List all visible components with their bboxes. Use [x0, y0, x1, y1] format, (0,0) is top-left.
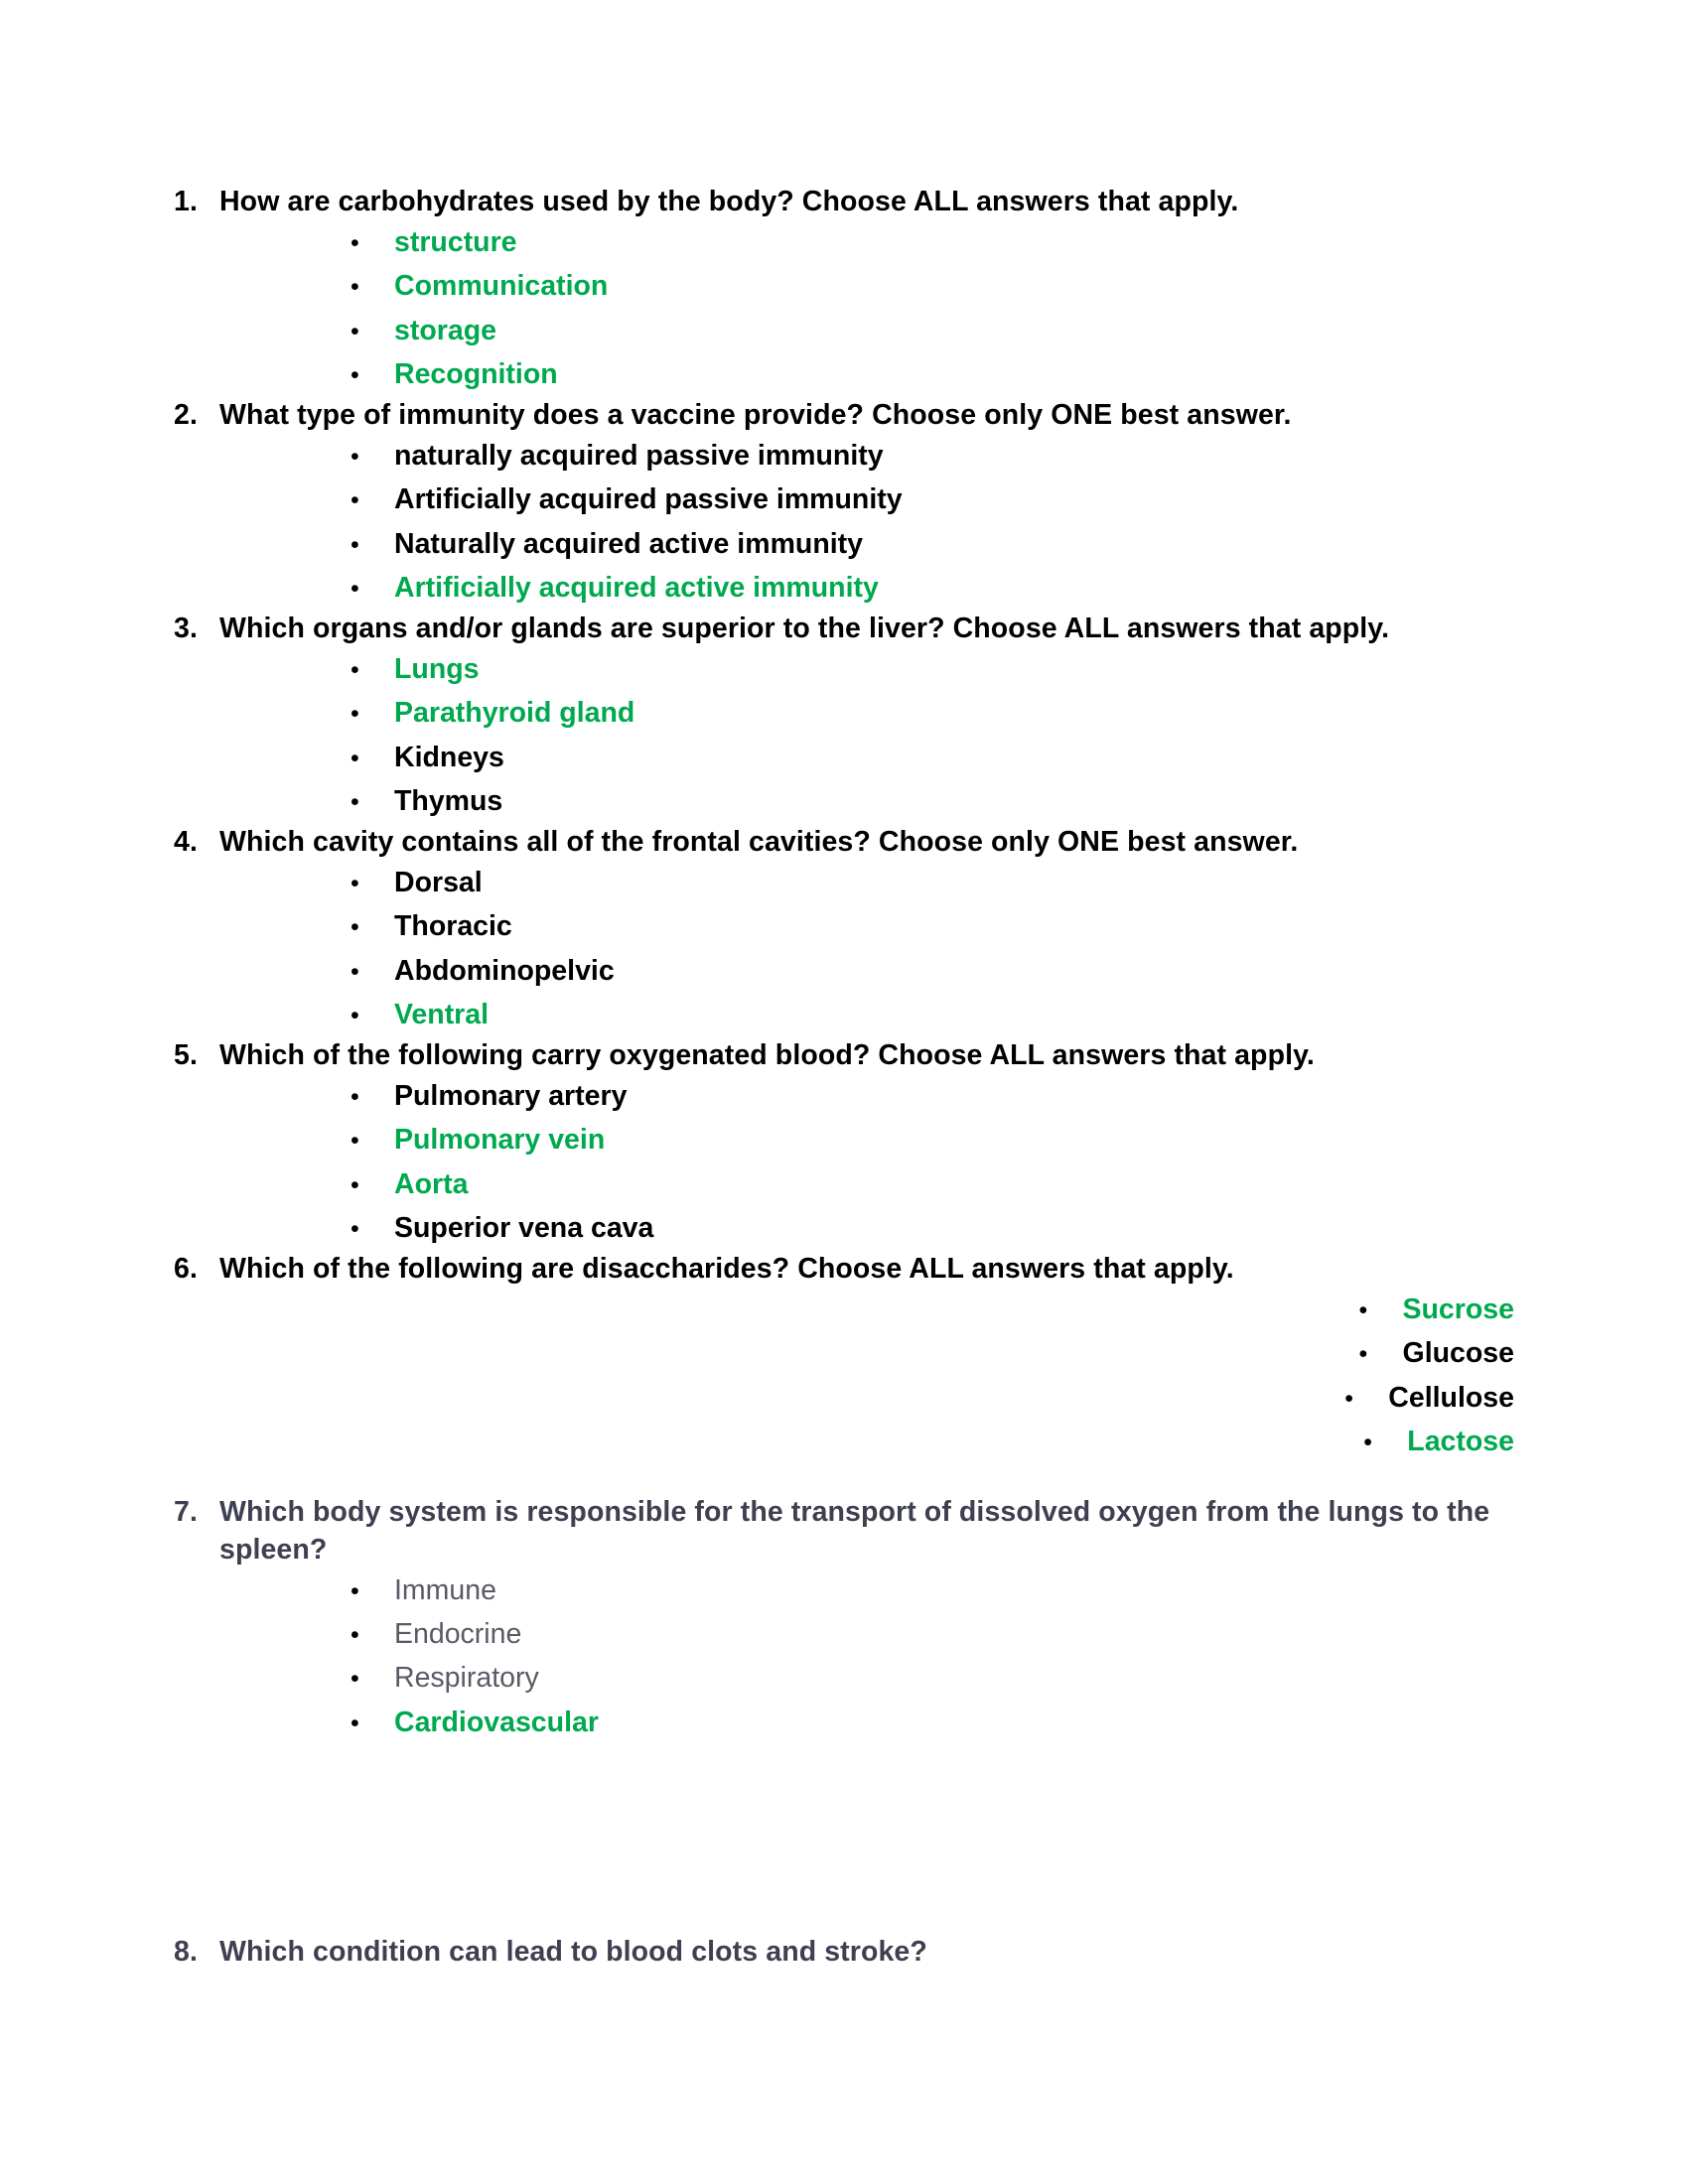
- spacer: [174, 1464, 1514, 1494]
- option-item[interactable]: [351, 478, 1514, 522]
- bullet-icon: •: [351, 1620, 359, 1649]
- bullet-icon: •: [1344, 1384, 1354, 1413]
- option-item[interactable]: [1359, 1332, 1514, 1376]
- option-list-1: [351, 221, 1514, 397]
- option-list-5: [351, 1075, 1514, 1251]
- option-item[interactable]: [1359, 1289, 1514, 1332]
- option-item[interactable]: [1363, 1421, 1514, 1464]
- question-list: [174, 184, 1514, 1971]
- option-label: Recognition: [394, 358, 558, 391]
- option-label: Cellulose: [1388, 1381, 1514, 1414]
- bullet-icon: •: [351, 273, 359, 302]
- bullet-icon: •: [351, 443, 359, 472]
- option-label: naturally acquired passive immunity: [394, 440, 884, 473]
- bullet-icon: •: [351, 788, 359, 817]
- question-text-4: Which cavity contains all of the frontal cavities? Choose only ONE best answer.: [219, 825, 1299, 858]
- question-number-7: 7.: [174, 1495, 198, 1528]
- option-label: Pulmonary artery: [394, 1080, 628, 1113]
- question-text-1: How are carbohydrates used by the body? Choose ALL answers that apply.: [219, 186, 1239, 217]
- option-item[interactable]: [351, 1612, 1514, 1656]
- option-list-3: [351, 648, 1514, 824]
- question-number-8: 8.: [174, 1935, 198, 1968]
- question-item-7: [174, 1494, 1514, 1745]
- bullet-icon: •: [351, 1127, 359, 1156]
- bullet-icon: •: [1358, 1340, 1368, 1369]
- option-label: Abdominopelvic: [394, 954, 615, 987]
- option-list-4: [351, 862, 1514, 1037]
- option-label: Lungs: [394, 653, 480, 686]
- question-number-6: 6.: [174, 1252, 198, 1285]
- question-item-1: [174, 184, 1514, 397]
- question-number-2: 2.: [174, 398, 198, 431]
- question-number-5: 5.: [174, 1038, 198, 1071]
- question-item-5: [174, 1037, 1514, 1251]
- question-item-4: [174, 824, 1514, 1037]
- option-label: Thymus: [394, 785, 503, 818]
- option-label: Respiratory: [394, 1662, 539, 1695]
- bullet-icon: •: [351, 1215, 359, 1244]
- bullet-icon: •: [1363, 1429, 1373, 1457]
- option-item[interactable]: [351, 1701, 1514, 1744]
- question-item-6: [174, 1251, 1514, 1464]
- option-item[interactable]: [351, 905, 1514, 949]
- question-heading-2: [174, 397, 1514, 435]
- option-list-6: [174, 1289, 1514, 1464]
- spacer: [174, 1745, 1514, 1934]
- option-item[interactable]: [351, 309, 1514, 352]
- bullet-icon: •: [351, 229, 359, 258]
- option-list-7: [351, 1569, 1514, 1744]
- option-item[interactable]: [351, 221, 1514, 265]
- option-label: Kidneys: [394, 741, 504, 773]
- option-label: structure: [394, 226, 517, 259]
- question-text-6: Which of the following are disaccharides? Choose ALL answers that apply.: [219, 1252, 1234, 1285]
- bullet-icon: •: [351, 656, 359, 685]
- option-item[interactable]: [351, 648, 1514, 692]
- option-label: Sucrose: [1402, 1294, 1514, 1326]
- question-number-1: 1.: [174, 186, 198, 217]
- bullet-icon: •: [351, 1708, 359, 1737]
- question-number-4: 4.: [174, 825, 198, 858]
- option-item[interactable]: [351, 1075, 1514, 1119]
- bullet-icon: •: [351, 1083, 359, 1112]
- option-item[interactable]: [351, 1569, 1514, 1612]
- question-number-3: 3.: [174, 612, 198, 644]
- bullet-icon: •: [351, 361, 359, 390]
- option-label: Artificially acquired passive immunity: [394, 483, 903, 516]
- bullet-icon: •: [351, 575, 359, 604]
- option-label: Immune: [394, 1573, 496, 1606]
- question-heading-6: [174, 1251, 1514, 1289]
- bullet-icon: •: [351, 530, 359, 559]
- option-label: Naturally acquired active immunity: [394, 527, 863, 560]
- question-item-3: [174, 611, 1514, 824]
- bullet-icon: •: [351, 700, 359, 729]
- question-heading-8: [174, 1934, 1514, 1972]
- option-label: Superior vena cava: [394, 1212, 654, 1245]
- question-text-7: Which body system is responsible for the transport of dissolved oxygen from the lungs to the spleen?: [219, 1495, 1490, 1566]
- option-label: Lactose: [1407, 1426, 1514, 1458]
- question-text-3: Which organs and/or glands are superior to the liver? Choose ALL answers that apply.: [219, 612, 1390, 644]
- bullet-icon: •: [351, 957, 359, 986]
- option-list-2: [351, 435, 1514, 611]
- question-heading-3: [174, 611, 1514, 648]
- bullet-icon: •: [351, 1576, 359, 1605]
- option-item[interactable]: [351, 736, 1514, 779]
- option-label: Ventral: [394, 999, 490, 1031]
- option-item[interactable]: [351, 862, 1514, 905]
- question-heading-7: [174, 1494, 1514, 1569]
- option-item[interactable]: [351, 994, 1514, 1037]
- question-item-2: [174, 397, 1514, 611]
- bullet-icon: •: [351, 1665, 359, 1694]
- bullet-icon: •: [351, 1170, 359, 1199]
- question-heading-1: [174, 184, 1514, 221]
- option-item[interactable]: [351, 435, 1514, 478]
- option-item[interactable]: [351, 1119, 1514, 1162]
- bullet-icon: •: [351, 317, 359, 345]
- question-heading-5: [174, 1037, 1514, 1075]
- option-item[interactable]: [351, 1657, 1514, 1701]
- bullet-icon: •: [1358, 1297, 1368, 1325]
- option-item[interactable]: [351, 949, 1514, 993]
- question-text-8: Which condition can lead to blood clots and stroke?: [219, 1935, 927, 1968]
- question-heading-4: [174, 824, 1514, 862]
- option-item[interactable]: [351, 1207, 1514, 1251]
- option-label: Pulmonary vein: [394, 1124, 606, 1157]
- bullet-icon: •: [351, 486, 359, 515]
- option-item[interactable]: [351, 522, 1514, 566]
- question-text-2: What type of immunity does a vaccine provide? Choose only ONE best answer.: [219, 398, 1292, 431]
- option-label: Communication: [394, 270, 609, 303]
- bullet-icon: •: [351, 870, 359, 898]
- option-label: storage: [394, 314, 496, 346]
- option-item[interactable]: [351, 692, 1514, 736]
- question-item-8: [174, 1934, 1514, 1972]
- bullet-icon: •: [351, 1002, 359, 1030]
- option-item[interactable]: [351, 353, 1514, 397]
- option-item[interactable]: [1344, 1376, 1514, 1420]
- option-label: Glucose: [1402, 1337, 1514, 1370]
- option-item[interactable]: [351, 265, 1514, 309]
- option-label: Dorsal: [394, 867, 483, 899]
- bullet-icon: •: [351, 913, 359, 942]
- option-label: Thoracic: [394, 910, 512, 943]
- option-label: Artificially acquired active immunity: [394, 572, 879, 605]
- option-item[interactable]: [351, 1162, 1514, 1206]
- option-item[interactable]: [351, 567, 1514, 611]
- option-label: Parathyroid gland: [394, 697, 635, 730]
- question-text-5: Which of the following carry oxygenated blood? Choose ALL answers that apply.: [219, 1038, 1315, 1071]
- bullet-icon: •: [351, 744, 359, 772]
- option-label: Endocrine: [394, 1617, 522, 1650]
- option-item[interactable]: [351, 780, 1514, 824]
- option-label: Cardiovascular: [394, 1706, 599, 1738]
- option-label: Aorta: [394, 1167, 469, 1200]
